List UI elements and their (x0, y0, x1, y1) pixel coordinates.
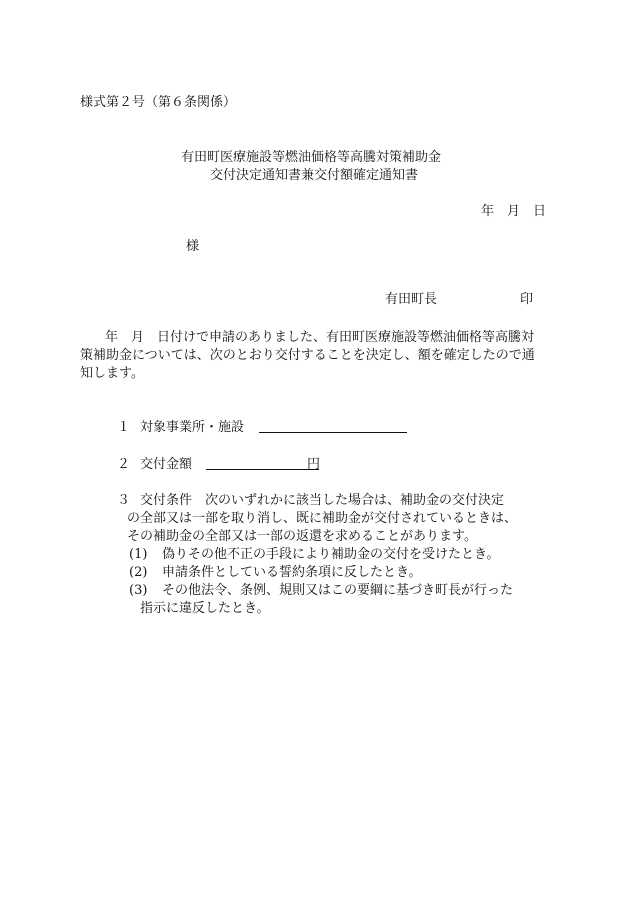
amount-unit: 円 (307, 457, 321, 472)
facility-blank-line (259, 419, 407, 433)
item-number: ２ (117, 457, 131, 472)
item-number: １ (117, 420, 131, 435)
body-text-line2: 策補助金については、次のとおり交付することを決定し、額を確定したので通 (80, 348, 535, 363)
condition-text-continued: 指示に違反したとき。 (140, 601, 270, 616)
conditions-text-line3: その補助金の全部又は一部の返還を求めることがあります。 (127, 529, 477, 544)
body-text-line3: 知します。 (80, 366, 144, 381)
condition-text: 偽りその他不正の手段により補助金の交付を受けたとき。 (162, 547, 500, 562)
item-label-facility: 対象事業所・施設 (140, 420, 245, 435)
conditions-text-line1: 次のいずれかに該当した場合は、補助金の交付決定 (205, 493, 505, 508)
condition-number: (2) (129, 565, 148, 580)
seal-mark: 印 (520, 292, 534, 307)
condition-text: その他法令、条例、規則又はこの要綱に基づき町長が行った (162, 583, 514, 598)
addressee-suffix: 様 (186, 239, 200, 254)
item-label-conditions: 交付条件 (140, 493, 193, 508)
issuer-name: 有田町長 (385, 292, 438, 307)
document-title-line1: 有田町医療施設等燃油価格等高騰対策補助金 (181, 150, 442, 165)
condition-text: 申請条件としている誓約条項に反したとき。 (162, 565, 422, 580)
conditions-text-line2: の全部又は一部を取り消し、既に補助金が交付されているときは、 (127, 511, 518, 526)
form-label: 様式第２号（第６条関係） (80, 95, 237, 110)
item-label-amount: 交付金額 (140, 457, 193, 472)
body-text-line1: 年 月 日付けで申請のありました、有田町医療施設等燃油価格等高騰対 (105, 330, 535, 345)
document-title-line2: 交付決定通知書兼交付額確定通知書 (210, 168, 419, 183)
condition-number: (3) (129, 583, 148, 598)
condition-number: (1) (129, 547, 148, 562)
date-placeholder: 年 月 日 (481, 204, 547, 219)
item-number: ３ (117, 493, 131, 508)
amount-blank-line (206, 456, 319, 470)
